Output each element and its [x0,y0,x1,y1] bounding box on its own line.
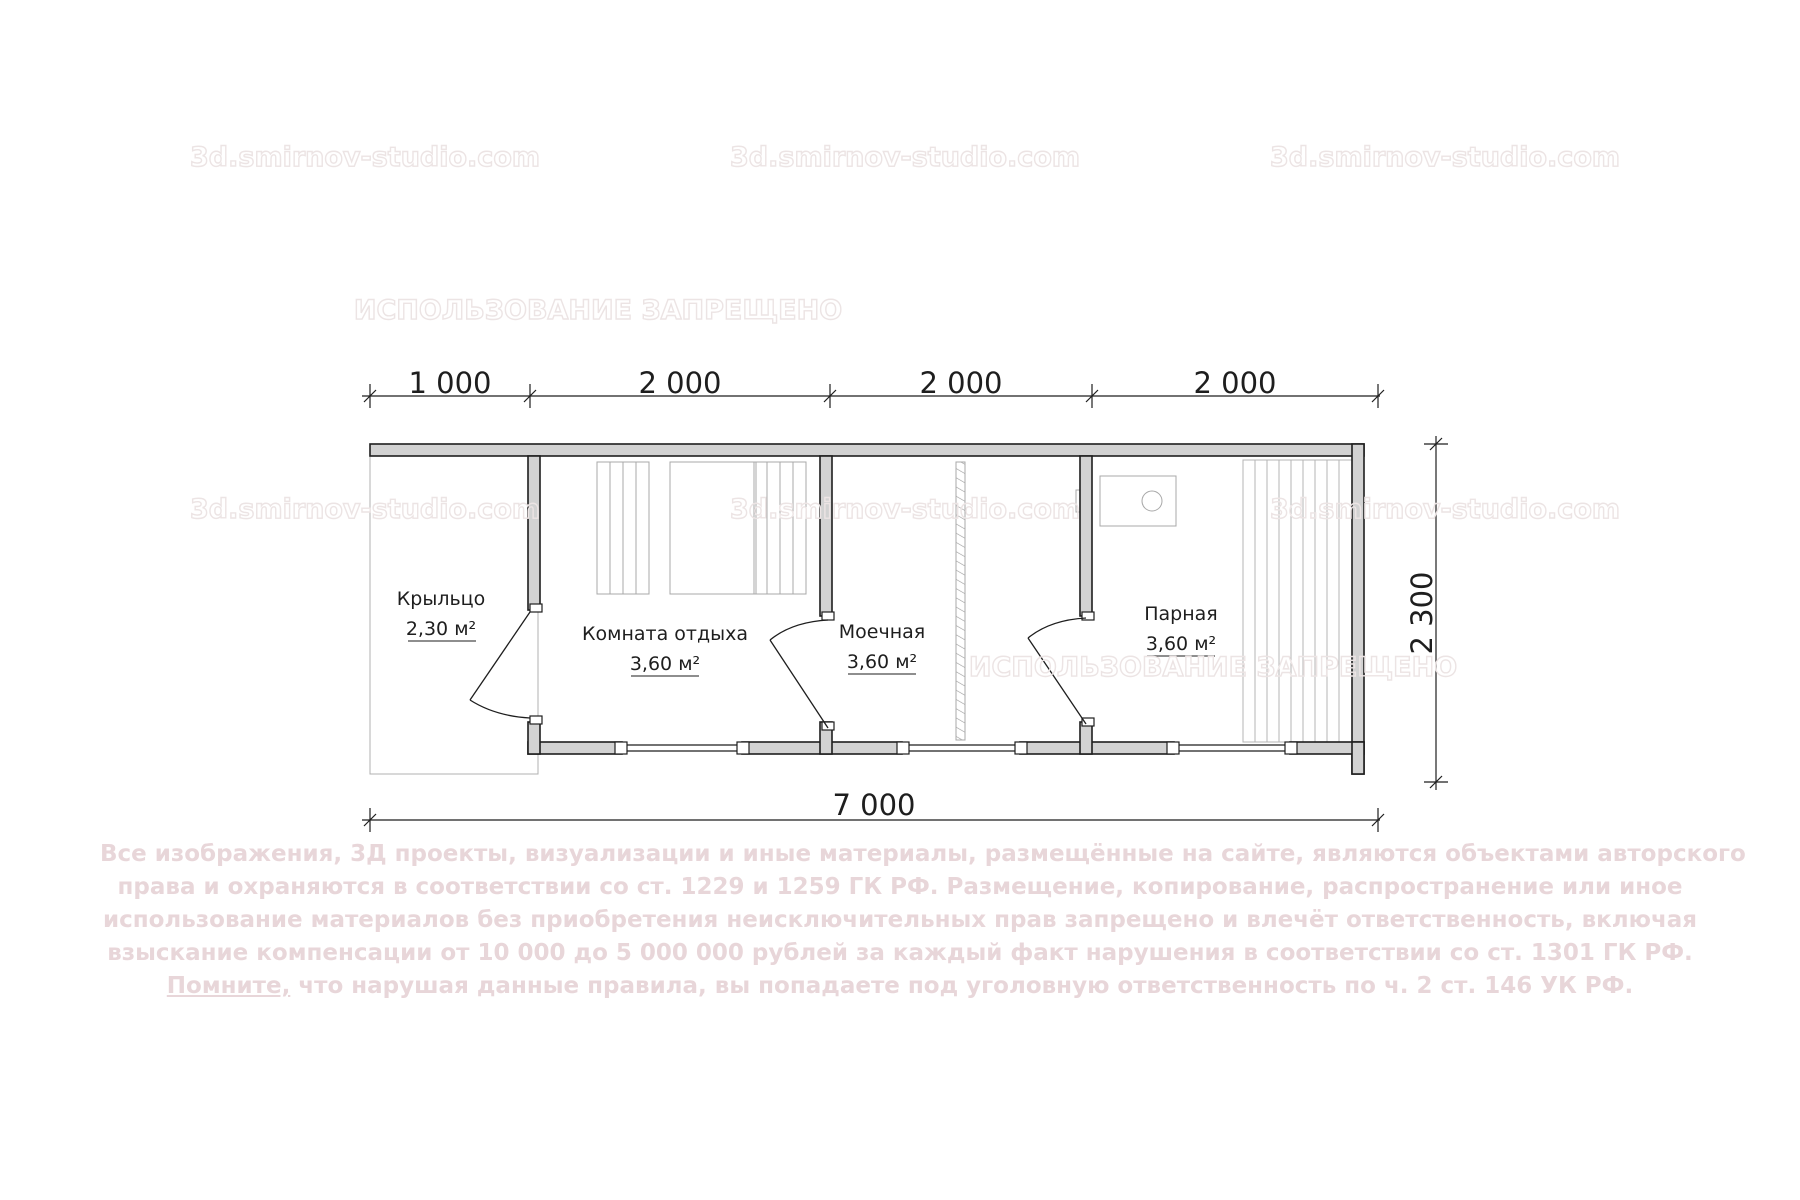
watermark-site: 3d.smirnov-studio.com [730,142,1080,173]
notice-remember-link[interactable]: Помните, [166,973,291,999]
partition-2-upper [820,456,832,616]
copyright-notice [100,838,1746,1003]
room-name-wash-room: Моечная [838,621,926,643]
wall-bottom-left [528,742,622,754]
room-name-porch: Крыльцо [396,588,486,610]
watermark-site: 3d.smirnov-studio.com [190,142,540,173]
notice-line: права и охраняются в соответствии со ст. 1229 и 1259 ГК РФ. Размещение, копирование, распространение или иное [117,874,1683,900]
room-area-porch: 2,30 м² [405,618,477,640]
room-area-wash-room: 3,60 м² [846,651,918,673]
dim-top-2: 2 000 [638,366,722,400]
window-steam-room [1167,742,1297,754]
notice-line [100,970,1700,1003]
wall-stub-right [1352,742,1364,774]
room-area-steam-room: 3,60 м² [1145,633,1217,655]
dim-bottom-total: 7 000 [832,788,916,822]
windows [615,742,1297,754]
room-name-rest-room: Комната отдыха [582,623,748,645]
watermark-ban: ИСПОЛЬЗОВАНИЕ ЗАПРЕЩЕНО [968,652,1458,683]
window-wash-room [897,742,1027,754]
partition-1-lower [528,722,540,754]
notice-line: Все изображения, 3Д проекты, визуализации и иные материалы, размещённые на сайте, являются объектами авторского [100,841,1746,867]
door-porch [470,612,530,718]
partition-3-lower [1080,722,1092,754]
dim-right-height: 2 300 [1405,571,1439,655]
room-name-steam-room: Парная [1144,603,1218,625]
watermark-ban: ИСПОЛЬЗОВАНИЕ ЗАПРЕЩЕНО [353,295,843,326]
door-wash-room [770,620,828,728]
dim-top-1: 1 000 [408,366,492,400]
watermark-site: 3d.smirnov-studio.com [730,494,1080,525]
watermark-site: 3d.smirnov-studio.com [190,494,540,525]
wall-top [370,444,1364,456]
watermark-site-group [190,142,1620,326]
notice-last-line-rest: что нарушая данные правила, вы попадаете под уголовную ответственность по ч. 2 ст. 146 УК РФ. [290,973,1634,999]
partition-1-upper [528,456,540,610]
partition-3-upper [1080,456,1092,616]
notice-line: использование материалов без приобретения неисключительных прав запрещено и влечёт ответственность, включая [102,907,1698,933]
wall-bottom-mid-2 [1020,742,1174,754]
watermark-site: 3d.smirnov-studio.com [1270,142,1620,173]
window-rest-room [615,742,749,754]
watermark-site: 3d.smirnov-studio.com [1270,494,1620,525]
dim-top-3: 2 000 [919,366,1003,400]
rest-room-benches [597,462,806,594]
notice-line: взыскание компенсации от 10 000 до 5 000 000 рублей за каждый факт нарушения в соответствии со ст. 1301 ГК РФ. [107,940,1693,966]
room-area-rest-room: 3,60 м² [629,653,701,675]
dim-top-4: 2 000 [1193,366,1277,400]
